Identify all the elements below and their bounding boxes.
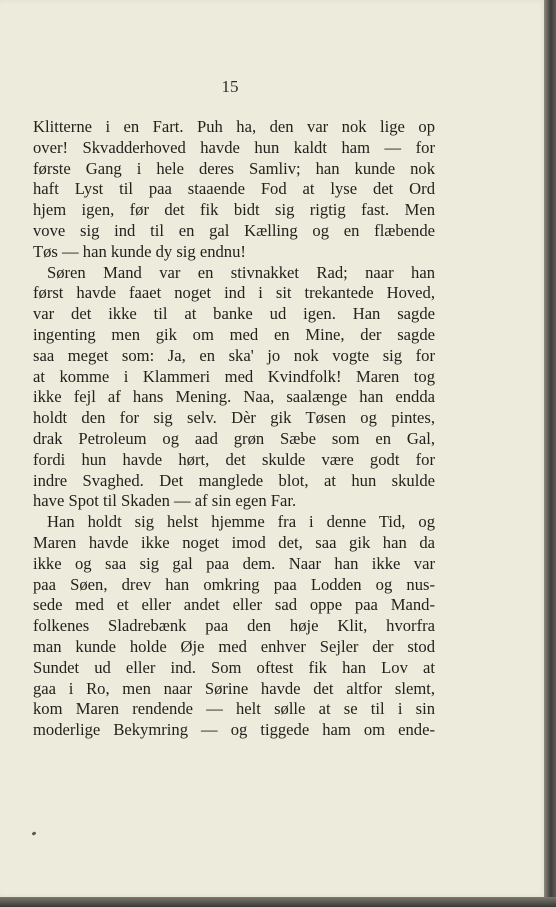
text-line: var det ikke til at banke ud igen. Han sagde [33,304,435,324]
text-line: indre Svaghed. Det manglede blot, at hun skulde [33,470,435,490]
text-line: sede med et eller andet eller sad oppe paa Mand- [33,595,435,615]
text-line: først havde faaet noget ind i sit trekantede Hoved, [33,283,435,303]
text-line: ikke fejl af hans Mening. Naa, saalænge han endda [33,387,435,407]
text-line: over! Skvadderhoved havde hun kaldt ham — for [33,137,435,157]
text-line: hjem igen, før det fik bidt sig rigtig fast. Men [33,200,435,220]
text-line: paa Søen, drev han omkring paa Lodden og nus- [33,574,435,594]
text-line: holdt den for sig selv. Dèr gik Tøsen og pintes, [33,408,435,428]
text-line: at komme i Klammeri med Kvindfolk! Maren tog [33,366,435,386]
text-line: Maren havde ikke noget imod det, saa gik han da [33,532,435,552]
text-line: ikke og saa sig gal paa dem. Naar han ikke var [33,553,435,573]
text-line: moderlige Bekymring — og tiggede ham om ende- [33,720,435,740]
text-line: saa meget som: Ja, en ska' jo nok vogte sig for [33,345,435,365]
text-line: haft Lyst til paa staaende Fod at lyse det Ord [33,179,435,199]
text-line: Tøs — han kunde dy sig endnu! [33,241,246,261]
text-line: Han holdt sig helst hjemme fra i denne Tid, og [47,512,435,532]
text-line: gaa i Ro, men naar Sørine havde det altfor slemt, [33,678,435,698]
text-line: folkenes Sladrebænk paa den høje Klit, hvorfra [33,616,435,636]
book-edge-bottom [0,897,556,907]
text-line: drak Petroleum og aad grøn Sæbe som en Gal, [33,428,435,448]
text-line: Klitterne i en Fart. Puh ha, den var nok lige op [33,117,435,136]
text-line: vove sig ind til en gal Kælling og en flæbende [33,220,435,240]
text-line: Sundet ud eller ind. Som oftest fik han Lov at [33,657,435,677]
book-edge-right [544,0,556,907]
text-line: ingenting men gik om med en Mine, der sagde [33,324,435,344]
page-number: 15 [221,77,239,96]
text-line: man kunde holde Øje med enhver Sejler der stod [33,636,435,656]
paper-speck [32,831,37,835]
text-line: have Spot til Skaden — af sin egen Far. [33,491,297,511]
text-line: fordi hun havde hørt, det skulde være godt for [33,449,435,469]
text-line: kom Maren rendende — helt sølle at se til i sin [33,699,435,719]
body-text [33,117,435,741]
text-line: første Gang i hele deres Samliv; han kunde nok [33,158,435,178]
text-line: Søren Mand var en stivnakket Rad; naar han [47,262,435,282]
